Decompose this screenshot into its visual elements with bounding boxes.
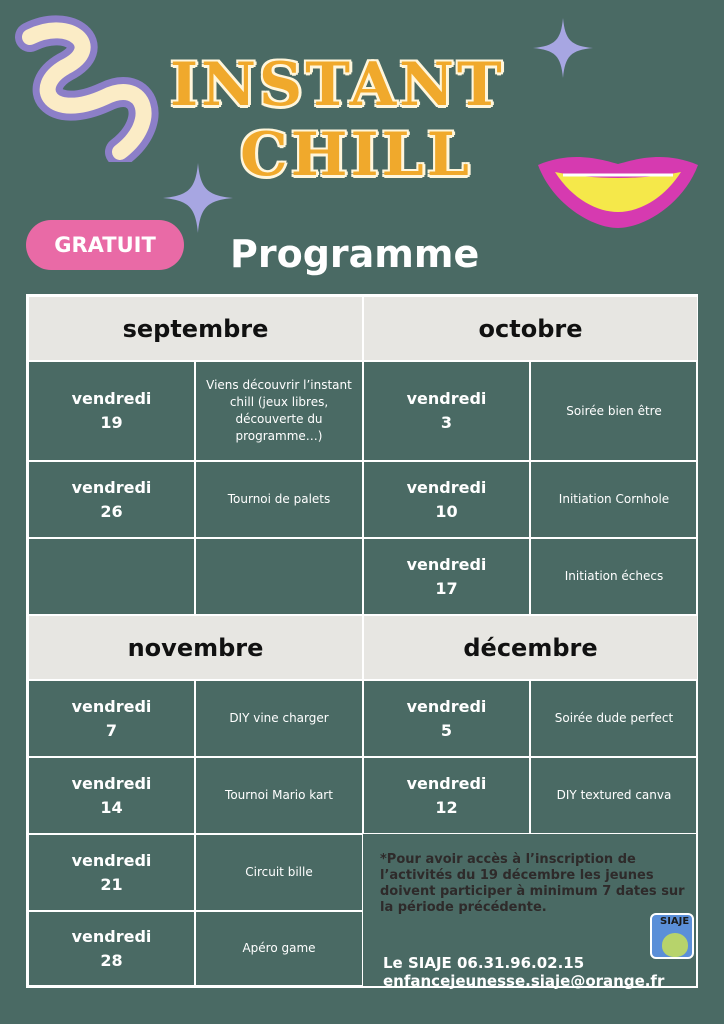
activity-cell: Viens découvrir l’instant chill (jeux libres, découverte du programme…) [195,361,363,461]
contact-phone: Le SIAJE 06.31.96.02.15 [383,954,585,972]
date-cell: vendredi 19 [28,361,195,461]
month-header-november: novembre [28,615,363,680]
siaje-logo [650,913,694,959]
activity-cell: Apéro game [195,911,363,986]
date-cell: vendredi 17 [363,538,530,615]
title-line-1: INSTANT [170,50,505,120]
date-cell: vendredi 28 [28,911,195,986]
logo-face-icon [662,933,688,957]
programme-heading: Programme [230,232,480,276]
activity-cell: Circuit bille [195,834,363,911]
activity-cell: Initiation Cornhole [530,461,698,538]
sparkle-icon [163,163,233,233]
free-badge: GRATUIT [26,220,184,270]
empty-cell [195,538,363,615]
date-cell: vendredi 10 [363,461,530,538]
date-cell: vendredi 26 [28,461,195,538]
activity-cell: Tournoi de palets [195,461,363,538]
activity-cell: Tournoi Mario kart [195,757,363,834]
contact-email: enfancejeunesse.siaje@orange.fr [383,972,665,990]
month-header-october: octobre [363,296,698,361]
date-cell: vendredi 7 [28,680,195,757]
empty-cell [28,538,195,615]
lips-icon [533,150,703,230]
registration-note: *Pour avoir accès à l’inscription de l’activités du 19 décembre les jeunes doivent participer à minimum 7 dates sur la période précédente. [380,852,685,915]
date-cell: vendredi 3 [363,361,530,461]
activity-cell: DIY textured canva [530,757,698,834]
month-header-september: septembre [28,296,363,361]
date-cell: vendredi 14 [28,757,195,834]
activity-cell: Soirée bien être [530,361,698,461]
date-cell: vendredi 5 [363,680,530,757]
date-cell: vendredi 12 [363,757,530,834]
activity-cell: DIY vine charger [195,680,363,757]
month-header-december: décembre [363,615,698,680]
activity-cell: Initiation échecs [530,538,698,615]
squiggle-icon [10,12,170,162]
activity-cell: Soirée dude perfect [530,680,698,757]
title-line-2: CHILL [240,120,472,190]
date-cell: vendredi 21 [28,834,195,911]
sparkle-icon [533,18,593,78]
logo-text: SIAJE [660,916,690,927]
